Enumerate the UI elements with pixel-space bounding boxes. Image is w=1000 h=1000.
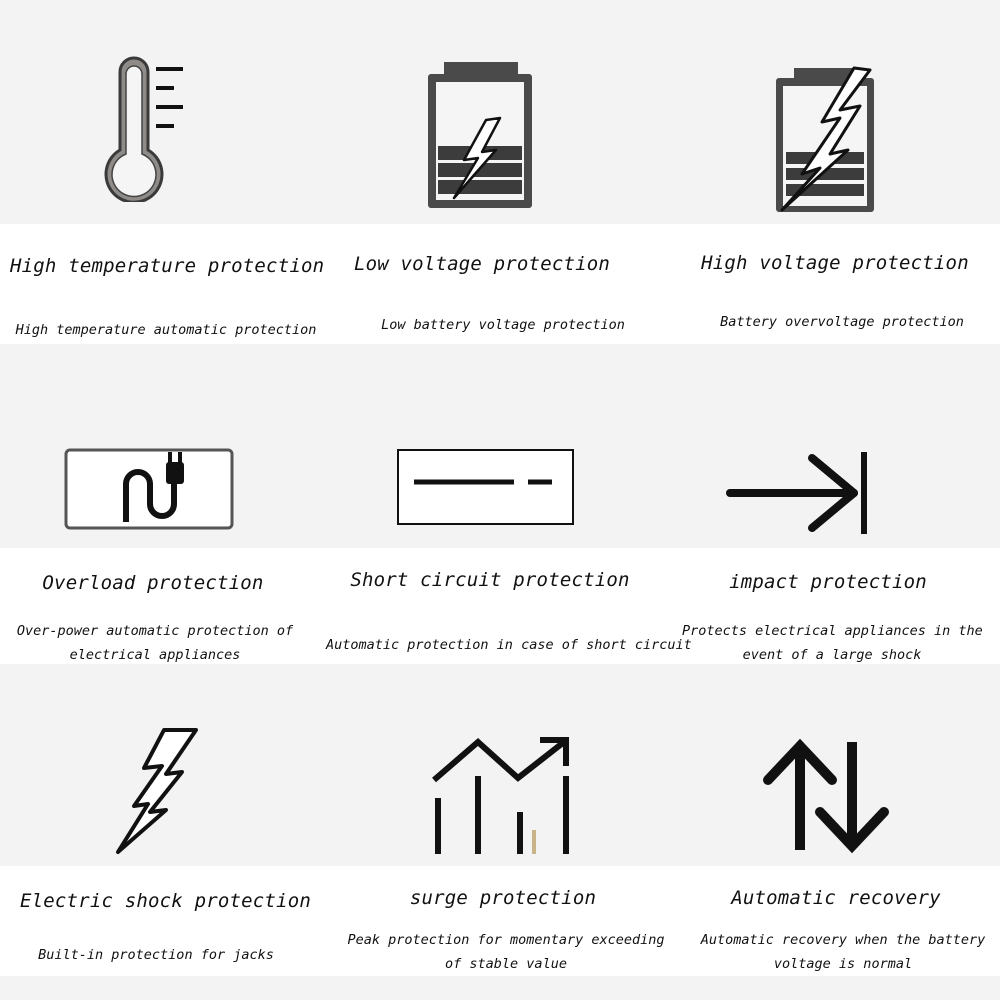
arrow-to-bar-icon bbox=[726, 448, 872, 538]
feature-title-impact: impact protection bbox=[729, 571, 927, 593]
feature-desc-short-circuit: Automatic protection in case of short circuit bbox=[326, 637, 692, 653]
feature-desc-electric-shock: Built-in protection for jacks bbox=[38, 947, 274, 963]
power-plug-icon bbox=[54, 434, 244, 544]
feature-title-overload: Overload protection bbox=[42, 572, 264, 594]
feature-desc-automatic-recovery: Automatic recovery when the battery voltage is normal bbox=[700, 932, 986, 972]
surge-chart-icon bbox=[428, 736, 574, 860]
feature-title-high-voltage: High voltage protection bbox=[701, 252, 969, 274]
thermometer-icon bbox=[98, 52, 190, 202]
short-circuit-icon bbox=[396, 448, 576, 526]
feature-desc-impact: Protects electrical appliances in the event of a large shock bbox=[682, 623, 983, 663]
feature-title-electric-shock: Electric shock protection bbox=[20, 890, 311, 912]
feature-desc-surge: Peak protection for momentary exceeding of stable value bbox=[347, 932, 665, 972]
feature-desc-high-temperature: High temperature automatic protection bbox=[15, 322, 317, 338]
feature-title-surge: surge protection bbox=[409, 887, 597, 909]
feature-title-automatic-recovery: Automatic recovery bbox=[731, 887, 941, 909]
lightning-bolt-icon bbox=[114, 726, 204, 856]
feature-title-low-voltage: Low voltage protection bbox=[353, 253, 611, 275]
feature-title-short-circuit: Short circuit protection bbox=[350, 569, 630, 591]
feature-title-high-temperature: High temperature protection bbox=[10, 255, 325, 277]
high-voltage-battery-icon bbox=[774, 64, 878, 214]
up-down-arrows-icon bbox=[762, 738, 890, 854]
feature-desc-overload: Over-power automatic protection of electrical appliances bbox=[16, 623, 294, 663]
feature-desc-low-voltage: Low battery voltage protection bbox=[381, 317, 625, 333]
feature-desc-high-voltage: Battery overvoltage protection bbox=[720, 314, 964, 330]
low-battery-icon bbox=[424, 60, 536, 212]
